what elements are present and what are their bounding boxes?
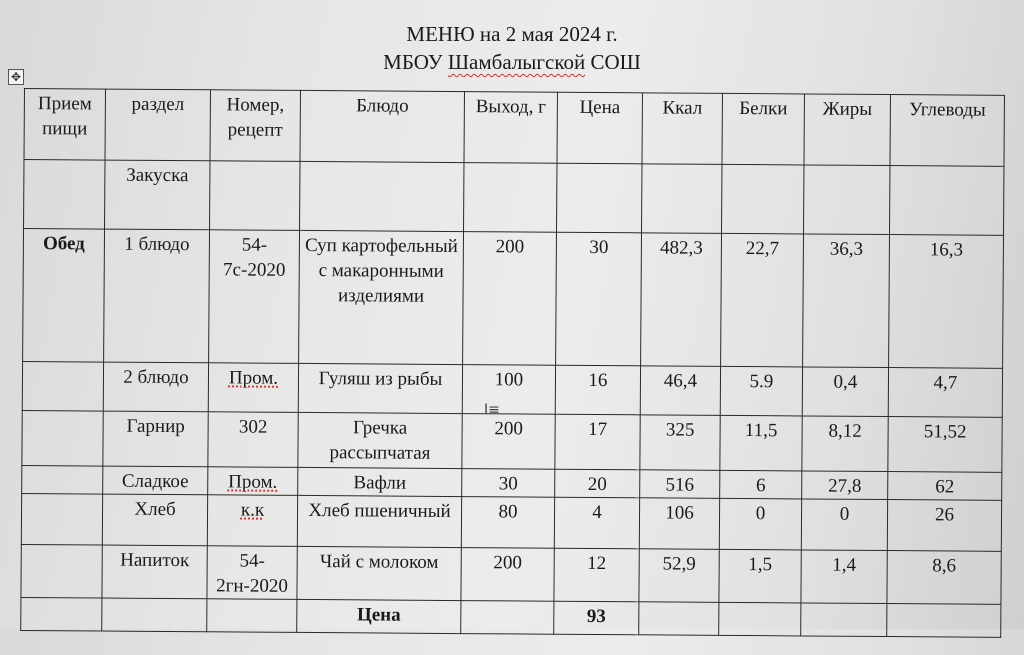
cell-yield: 80 <box>461 497 554 549</box>
cell-recipe: 302 <box>208 412 298 468</box>
cell-kcal: 46,4 <box>640 366 720 416</box>
cell-recipe <box>207 599 297 633</box>
cell-kcal <box>639 602 719 636</box>
cell-carbs <box>887 604 1001 638</box>
cell-yield: 200 <box>461 548 554 602</box>
menu-table <box>20 88 1005 638</box>
table-row <box>24 160 1004 236</box>
header-protein: Белки <box>722 93 804 165</box>
text-cursor-icon: I≡ <box>484 402 500 418</box>
cell-kcal: 106 <box>639 498 719 550</box>
table-row <box>23 229 1004 369</box>
cell-yield: 30 <box>462 469 555 498</box>
cell-price: 12 <box>554 548 639 602</box>
cell-meal <box>22 361 103 411</box>
cell-carbs: 62 <box>888 472 1002 501</box>
cell-fat: 0 <box>801 499 887 551</box>
cell-section: Закуска <box>105 160 210 230</box>
cell-protein: 22,7 <box>721 233 804 367</box>
cell-dish: Чай с молоком <box>297 546 461 600</box>
cell-fat: 36,3 <box>803 234 890 368</box>
cell-meal <box>22 410 103 466</box>
cell-carbs: 26 <box>887 500 1001 552</box>
cell-price: 20 <box>555 469 640 498</box>
cell-dish <box>300 161 464 231</box>
document-title <box>0 20 1024 76</box>
table-row <box>22 410 1002 472</box>
cell-recipe: 54-2гн-2020 <box>207 546 297 600</box>
cell-recipe: к.к <box>207 495 297 547</box>
menu-sheet <box>20 88 1004 655</box>
cell-kcal: 52,9 <box>639 549 719 603</box>
header-fat: Жиры <box>804 94 890 166</box>
cell-section: Сладкое <box>103 466 208 495</box>
cell-fat: 27,8 <box>802 471 888 500</box>
header-recipe: Номер, рецепт <box>210 90 300 162</box>
cell-section: Напиток <box>102 545 207 599</box>
cell-protein: 6 <box>720 470 802 499</box>
cell-kcal <box>642 164 722 234</box>
cell-carbs: 51,52 <box>888 417 1002 473</box>
header-row <box>24 89 1004 167</box>
cell-price <box>557 163 642 233</box>
header-yield: Выход, г <box>464 92 557 164</box>
cell-kcal: 482,3 <box>641 233 722 367</box>
cell-section: Хлеб <box>102 494 207 546</box>
cell-price: 30 <box>556 232 642 366</box>
total-price: 93 <box>554 601 639 635</box>
cell-recipe: Пром. <box>208 363 298 413</box>
cell-yield: 200 <box>463 232 557 366</box>
total-label: Цена <box>297 599 461 633</box>
cell-carbs: 16,3 <box>889 235 1004 369</box>
cell-kcal: 516 <box>640 470 720 499</box>
cell-meal <box>24 160 105 230</box>
header-carbs: Углеводы <box>890 95 1004 167</box>
cell-carbs: 4,7 <box>888 368 1002 418</box>
table-row <box>22 361 1002 417</box>
cell-fat <box>804 165 890 235</box>
cell-price: 4 <box>554 497 639 549</box>
cell-yield <box>461 601 554 635</box>
school-name: Шамбалыгской <box>447 50 586 74</box>
total-row <box>21 597 1001 637</box>
cell-section: 1 блюдо <box>104 229 210 363</box>
cell-recipe: 54-7с-2020 <box>209 230 300 364</box>
cell-protein: 11,5 <box>720 415 802 471</box>
table-move-handle-icon[interactable]: ✥ <box>8 69 24 85</box>
cell-meal <box>21 597 102 631</box>
cell-section: 2 блюдо <box>103 362 208 412</box>
cell-protein: 5.9 <box>720 366 802 416</box>
cell-fat: 8,12 <box>802 416 888 472</box>
cell-meal <box>22 465 103 494</box>
cell-meal <box>21 544 102 598</box>
cell-yield: 200 <box>462 414 555 470</box>
cell-protein: 0 <box>719 498 801 550</box>
cell-dish: Суп картофельный с макаронными изделиями <box>299 230 464 364</box>
cell-protein <box>719 602 801 636</box>
cell-fat <box>801 603 887 637</box>
title-line-1: МЕНЮ на 2 мая 2024 г. <box>406 22 618 46</box>
header-price: Цена <box>557 92 642 164</box>
header-dish: Блюдо <box>300 90 464 162</box>
title-suffix: СОШ <box>585 50 641 74</box>
cell-protein: 1,5 <box>719 549 801 603</box>
cell-carbs <box>889 166 1003 236</box>
cell-recipe: Пром. <box>208 467 298 496</box>
cell-price: 16 <box>555 365 640 415</box>
title-line-2 <box>0 48 1024 76</box>
cell-dish: Вафли <box>298 467 462 496</box>
cell-recipe <box>210 161 300 231</box>
cell-price: 17 <box>555 414 640 470</box>
cell-yield <box>464 163 557 233</box>
cell-dish: Хлеб пшеничный <box>297 495 461 547</box>
cell-section <box>102 598 207 632</box>
cell-section: Гарнир <box>103 411 208 467</box>
cell-kcal: 325 <box>640 415 720 471</box>
cell-meal: Обед <box>23 229 105 363</box>
title-prefix: МБОУ <box>383 50 448 74</box>
cell-yield: 100 <box>462 365 555 415</box>
cell-carbs: 8,6 <box>887 551 1001 605</box>
header-meal: Прием пищи <box>24 89 105 161</box>
cell-meal <box>21 493 102 545</box>
header-section: раздел <box>105 89 210 161</box>
cell-dish: Гуляш из рыбы <box>298 363 462 413</box>
cell-fat: 1,4 <box>801 550 887 604</box>
cell-protein <box>722 164 804 234</box>
cell-dish: Гречка рассыпчатая <box>298 412 462 468</box>
cell-fat: 0,4 <box>802 367 888 417</box>
table-row <box>21 493 1001 551</box>
table-row <box>21 544 1001 604</box>
header-kcal: Ккал <box>642 93 722 165</box>
